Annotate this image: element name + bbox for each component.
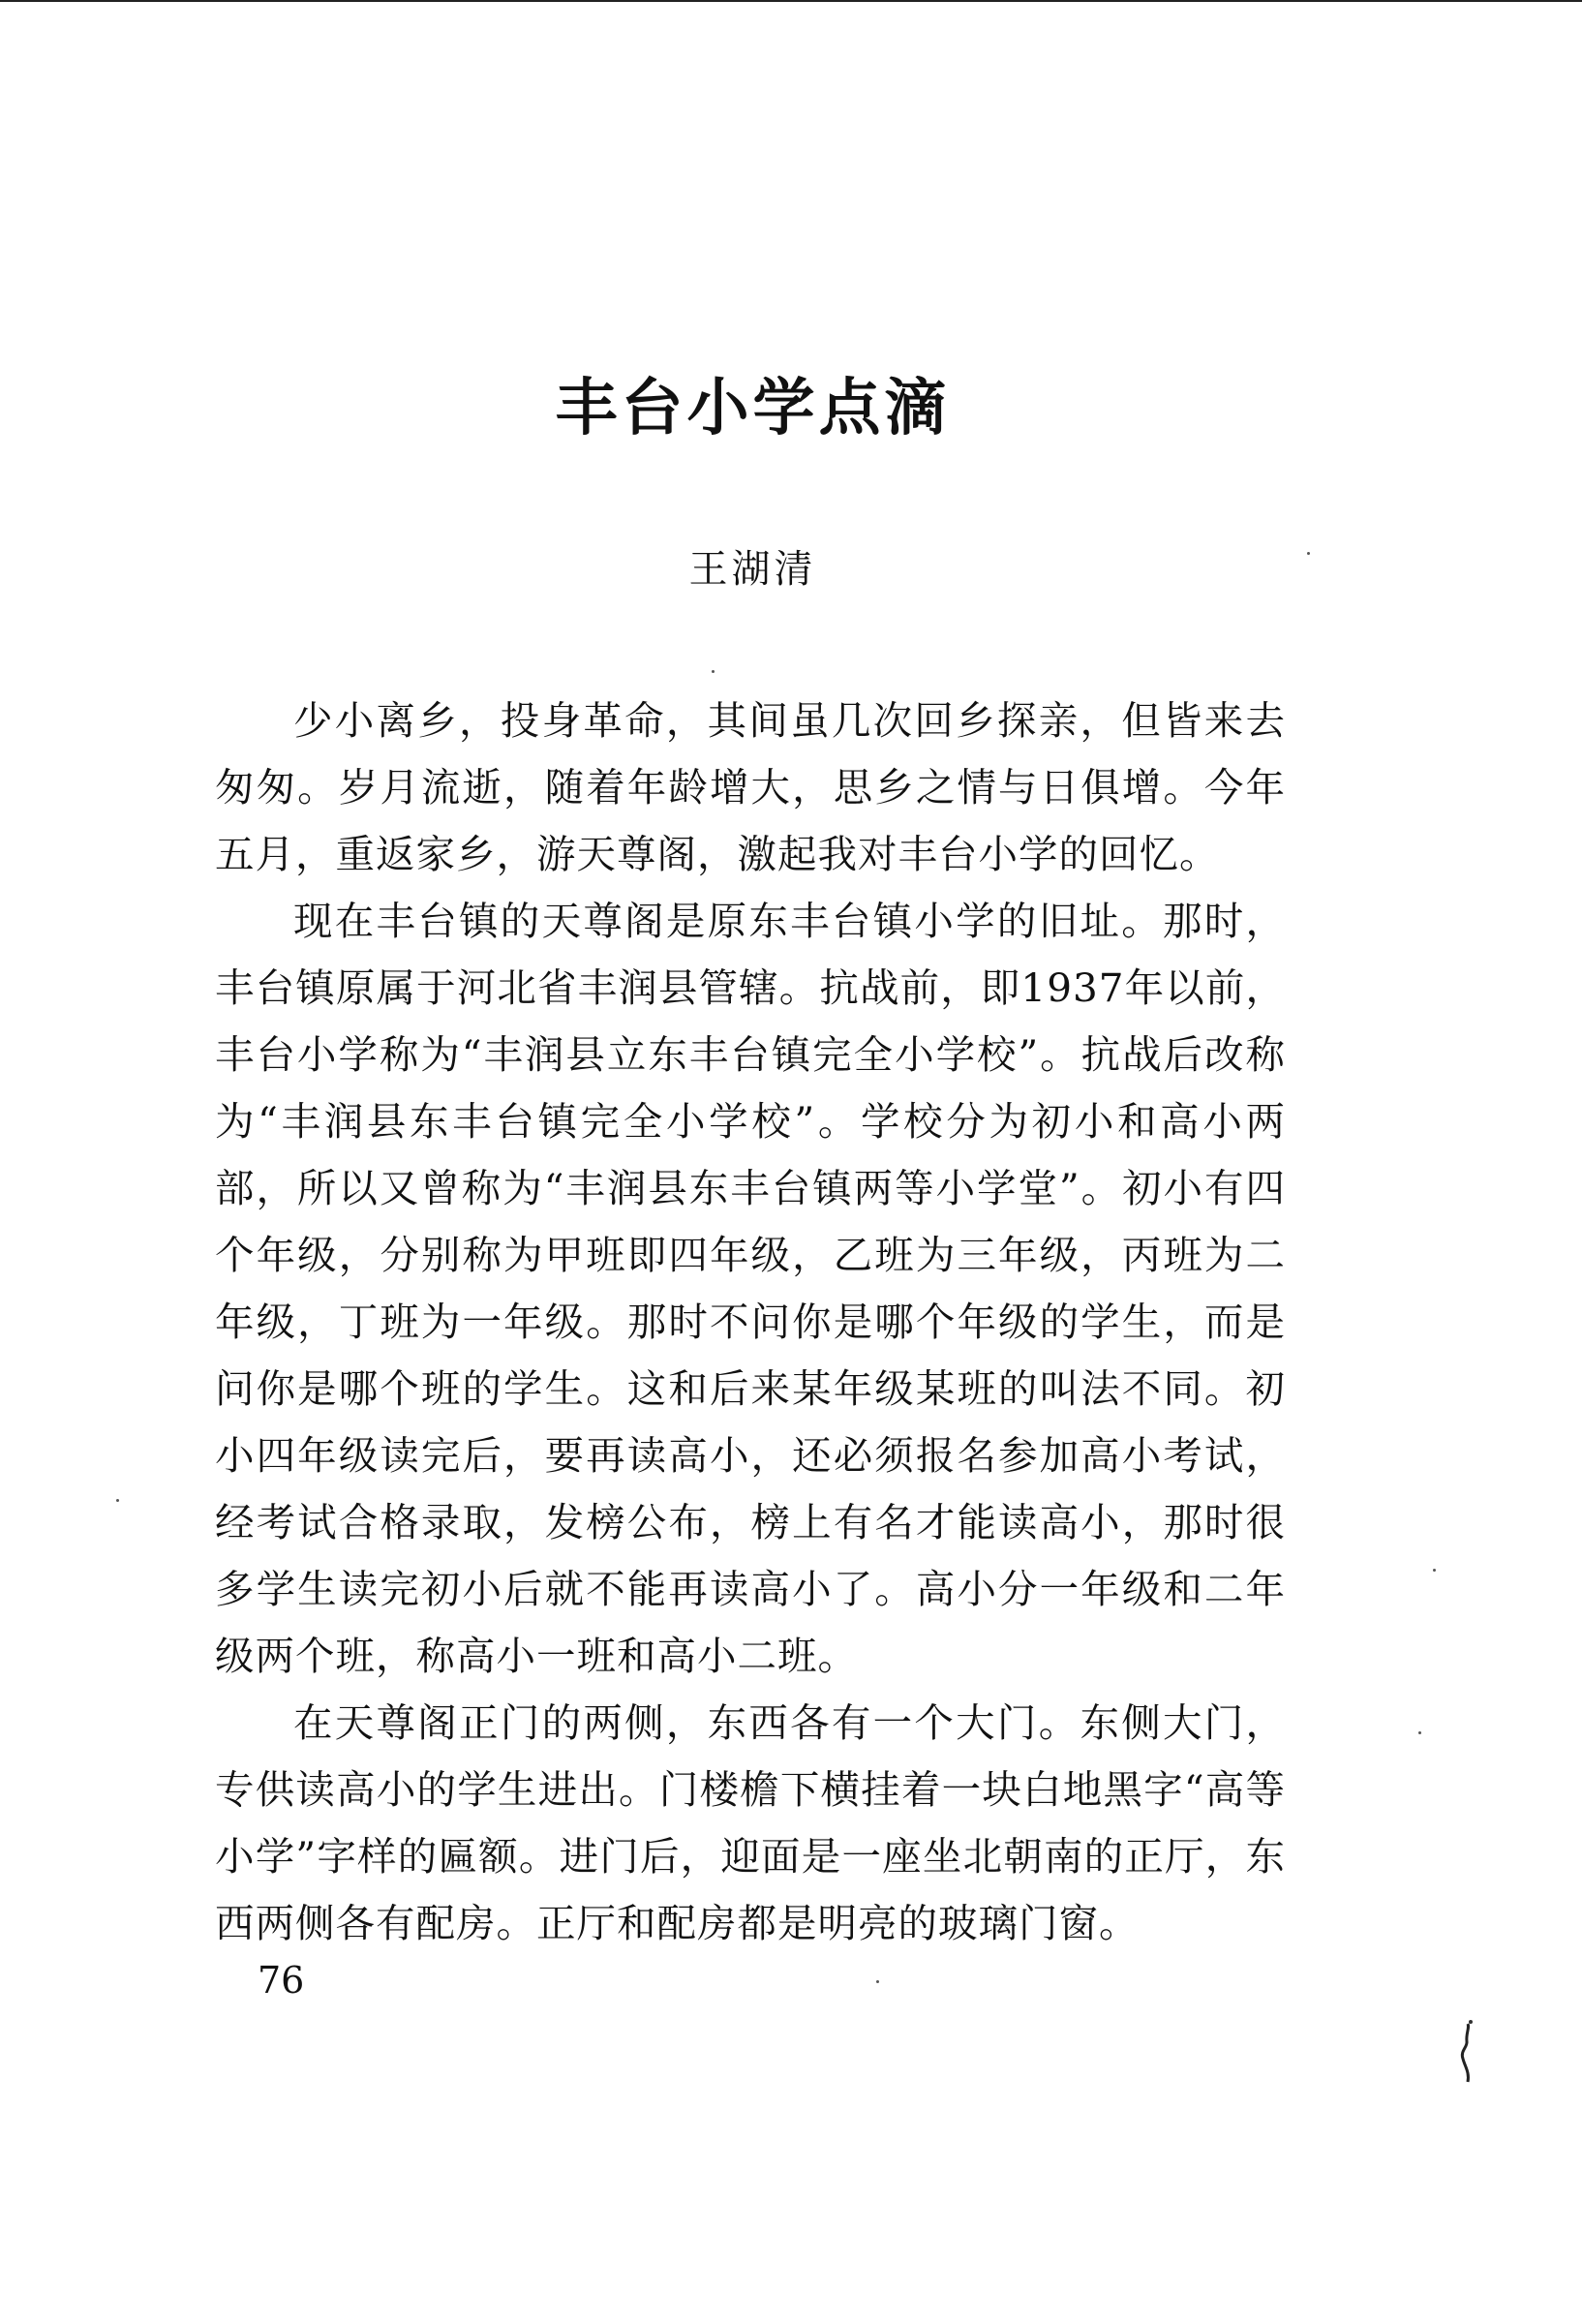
- article-body: [215, 688, 1286, 1957]
- scan-edge-mark-icon: [1454, 2014, 1483, 2088]
- scan-speck: [876, 1980, 879, 1983]
- scan-speck: [712, 670, 715, 673]
- scan-speck: [1433, 1569, 1436, 1572]
- article-title: 丰台小学点滴: [555, 373, 951, 444]
- paragraph-2: 现在丰台镇的天尊阁是原东丰台镇小学的旧址。那时，丰台镇原属于河北省丰润县管辖。抗战前，即1937年以前，丰台小学称为“丰润县立东丰台镇完全小学校”。抗战后改称为“丰润县东丰台镇完全小学校”。学校分为初小和高小两部，所以又曾称为“丰润县东丰台镇两等小学堂”。初小有四个年级，分别称为甲班即四年级，乙班为三年级，丙班为二年级，丁班为一年级。那时不问你是哪个年级的学生，而是问你是哪个班的学生。这和后来某年级某班的叫法不同。初小四年级读完后，要再读高小，还必须报名参加高小考试，经考试合格录取，发榜公布，榜上有名才能读高小，那时很多学生读完初小后就不能再读高小了。高小分一年级和二年级两个班，称高小一班和高小二班。: [215, 898, 1286, 1679]
- scan-speck: [116, 1499, 119, 1502]
- scan-speck: [1418, 1731, 1421, 1734]
- page-number: 76: [258, 1959, 305, 2002]
- paragraph-3: 在天尊阁正门的两侧，东西各有一个大门。东侧大门，专供读高小的学生进出。门楼檐下横挂着一块白地黑字“高等小学”字样的匾额。进门后，迎面是一座坐北朝南的正厅，东西两侧各有配房。正厅和配房都是明亮的玻璃门窗。: [215, 1699, 1286, 1946]
- paragraph-1: 少小离乡，投身革命，其间虽几次回乡探亲，但皆来去匆匆。岁月流逝，随着年龄增大，思乡之情与日俱增。今年五月，重返家乡，游天尊阁，激起我对丰台小学的回忆。: [215, 697, 1286, 877]
- author-name: 王湖清: [688, 547, 817, 592]
- scan-speck: [1307, 552, 1310, 555]
